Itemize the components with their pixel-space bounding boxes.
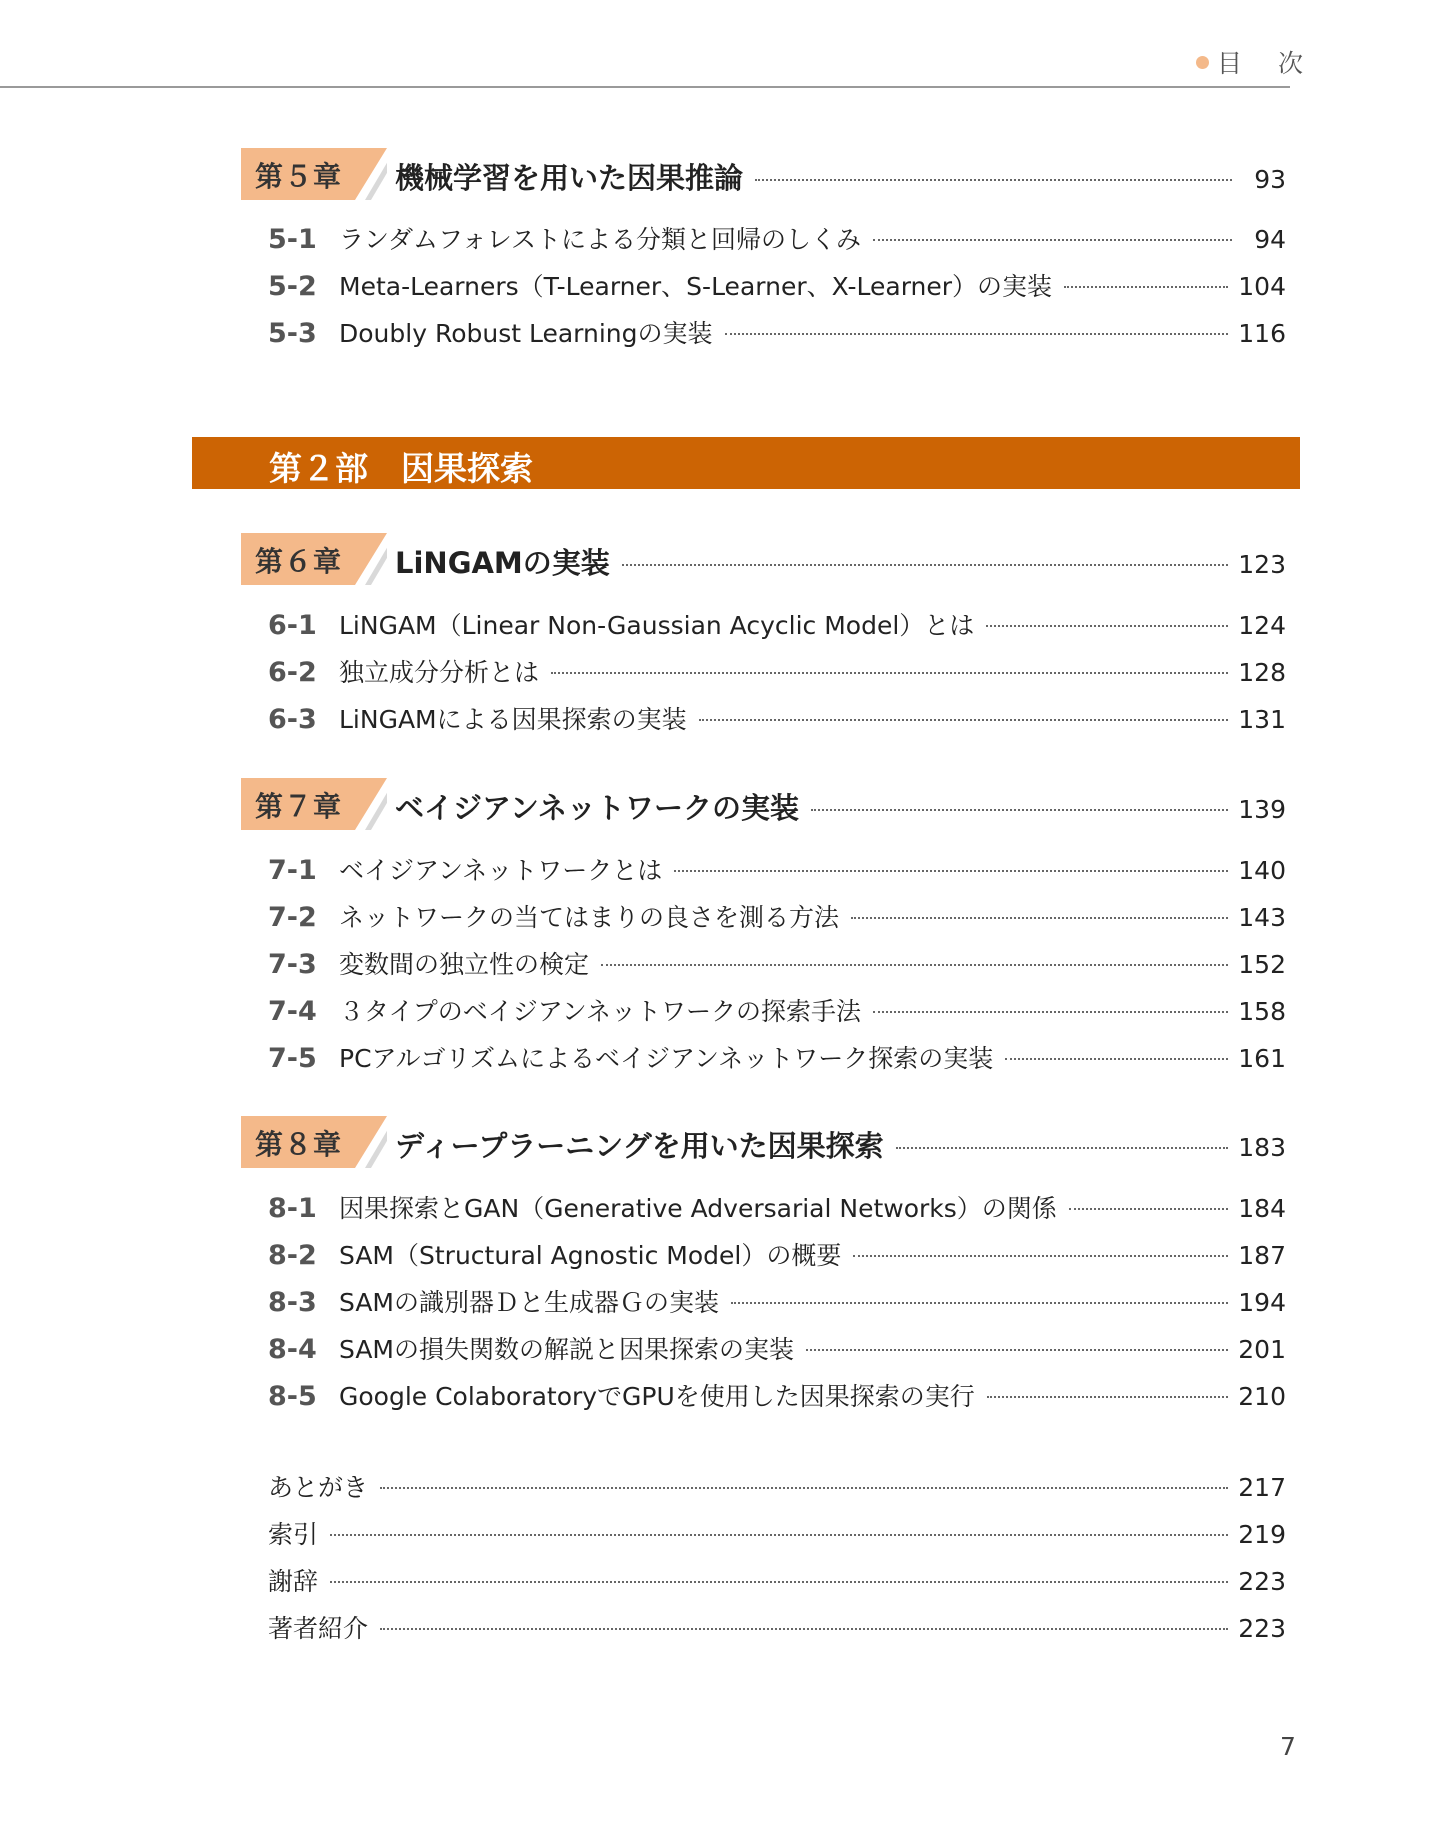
- leader-dots: [380, 1628, 1228, 1630]
- page-number: 223: [1238, 1567, 1286, 1596]
- leader-dots: [811, 809, 1228, 811]
- leader-dots: [851, 917, 1228, 919]
- section-title: PCアルゴリズムによるベイジアンネットワーク探索の実装: [339, 1044, 994, 1073]
- leader-dots: [987, 1396, 1228, 1398]
- toc-entry[interactable]: [268, 1039, 1286, 1077]
- chapter-label: 第８章: [255, 1128, 343, 1161]
- toc-entry[interactable]: [268, 606, 1286, 644]
- page-number: 124: [1238, 611, 1286, 640]
- chapter-label: 第６章: [255, 545, 343, 578]
- section-number: 5-3: [268, 318, 317, 349]
- section-number: 7-1: [268, 855, 317, 886]
- backmatter-title: 著者紹介: [268, 1614, 369, 1643]
- leader-dots: [380, 1487, 1228, 1489]
- section-title: 独立成分分析とは: [339, 658, 540, 687]
- backmatter-title: 索引: [268, 1520, 319, 1549]
- toc-entry[interactable]: [268, 314, 1286, 352]
- part-title: 第２部 因果探索: [269, 449, 533, 488]
- toc-entry[interactable]: [268, 945, 1286, 983]
- page-number: 139: [1238, 795, 1286, 824]
- chapter-tab: [241, 778, 387, 830]
- section-number: 7-4: [268, 996, 317, 1027]
- toc-entry[interactable]: [268, 1377, 1286, 1415]
- toc-entry[interactable]: [268, 220, 1286, 258]
- page-number: 161: [1238, 1044, 1286, 1073]
- section-title: LiNGAM（Linear Non-Gaussian Acyclic Model）とは: [339, 611, 975, 640]
- section-title: ランダムフォレストによる分類と回帰のしくみ: [339, 225, 862, 254]
- toc-entry[interactable]: [268, 1330, 1286, 1368]
- backmatter-title: 謝辞: [268, 1567, 319, 1596]
- chapter-tab: [241, 1116, 387, 1168]
- page-number: 217: [1238, 1473, 1286, 1502]
- section-title: SAMの損失関数の解説と因果探索の実装: [339, 1335, 795, 1364]
- section-number: 7-5: [268, 1043, 317, 1074]
- toc-entry[interactable]: [268, 1189, 1286, 1227]
- chapter-6-heading[interactable]: [241, 533, 1286, 585]
- leader-dots: [873, 1011, 1228, 1013]
- leader-dots: [731, 1302, 1228, 1304]
- chapter-5-heading[interactable]: [241, 148, 1286, 200]
- section-number: 6-3: [268, 704, 317, 735]
- toc-entry[interactable]: [268, 851, 1286, 889]
- chapter-title: 機械学習を用いた因果推論: [395, 161, 744, 195]
- leader-dots: [622, 564, 1228, 566]
- section-title: Doubly Robust Learningの実装: [339, 319, 713, 348]
- section-title: 変数間の独立性の検定: [339, 950, 590, 979]
- toc-entry[interactable]: [268, 653, 1286, 691]
- leader-dots: [853, 1255, 1228, 1257]
- section-number: 6-2: [268, 657, 317, 688]
- page-number: 184: [1238, 1194, 1286, 1223]
- section-number: 7-2: [268, 902, 317, 933]
- section-title: ネットワークの当てはまりの良さを測る方法: [339, 903, 840, 932]
- backmatter-entry[interactable]: [268, 1468, 1286, 1506]
- page-number: 158: [1238, 997, 1286, 1026]
- section-number: 8-5: [268, 1381, 317, 1412]
- leader-dots: [330, 1534, 1228, 1536]
- leader-dots: [674, 870, 1228, 872]
- page-number: 210: [1238, 1382, 1286, 1411]
- section-number: 8-1: [268, 1193, 317, 1224]
- page-number: 123: [1238, 550, 1286, 579]
- section-title: LiNGAMによる因果探索の実装: [339, 705, 687, 734]
- section-number: 6-1: [268, 610, 317, 641]
- toc-entry[interactable]: [268, 992, 1286, 1030]
- chapter-title: ディープラーニングを用いた因果探索: [395, 1129, 884, 1163]
- chapter-title: LiNGAMの実装: [395, 546, 610, 580]
- leader-dots: [551, 672, 1228, 674]
- page-number: 131: [1238, 705, 1286, 734]
- leader-dots: [1005, 1058, 1228, 1060]
- section-number: 7-3: [268, 949, 317, 980]
- section-number: 8-2: [268, 1240, 317, 1271]
- page-number: 152: [1238, 950, 1286, 979]
- section-title: 因果探索とGAN（Generative Adversarial Networks）の関係: [339, 1194, 1057, 1223]
- folio-page-number: 7: [1280, 1732, 1296, 1761]
- backmatter-entry[interactable]: [268, 1562, 1286, 1600]
- chapter-label: 第７章: [255, 790, 343, 823]
- leader-dots: [755, 179, 1232, 181]
- leader-dots: [601, 964, 1228, 966]
- chapter-tab: [241, 533, 387, 585]
- page-number: 104: [1238, 272, 1286, 301]
- section-title: SAM（Structural Agnostic Model）の概要: [339, 1241, 842, 1270]
- page-number: 140: [1238, 856, 1286, 885]
- toc-entry[interactable]: [268, 898, 1286, 936]
- leader-dots: [330, 1581, 1228, 1583]
- page-number: 187: [1238, 1241, 1286, 1270]
- page-number: 219: [1238, 1520, 1286, 1549]
- page-number: 223: [1238, 1614, 1286, 1643]
- leader-dots: [1069, 1208, 1228, 1210]
- section-title: Google ColaboratoryでGPUを使用した因果探索の実行: [339, 1382, 975, 1411]
- leader-dots: [725, 333, 1229, 335]
- leader-dots: [699, 719, 1229, 721]
- bullet-dot-icon: [1196, 56, 1209, 69]
- leader-dots: [1064, 286, 1228, 288]
- running-header: [1196, 44, 1317, 80]
- section-title: ベイジアンネットワークとは: [339, 856, 663, 885]
- header-rule: [0, 86, 1290, 88]
- page-number: 143: [1238, 903, 1286, 932]
- backmatter-entry[interactable]: [268, 1515, 1286, 1553]
- section-number: 5-1: [268, 224, 317, 255]
- chapter-label: 第５章: [255, 160, 343, 193]
- leader-dots: [986, 625, 1228, 627]
- chapter-8-heading[interactable]: [241, 1116, 1286, 1168]
- part-2-banner[interactable]: [192, 437, 1300, 489]
- section-number: 5-2: [268, 271, 317, 302]
- section-title: SAMの識別器Ｄと生成器Ｇの実装: [339, 1288, 720, 1317]
- page-number: 194: [1238, 1288, 1286, 1317]
- page-number: 183: [1238, 1133, 1286, 1162]
- page-number: 201: [1238, 1335, 1286, 1364]
- page-number: 93: [1254, 165, 1286, 194]
- page-number: 116: [1238, 319, 1286, 348]
- header-title: 目 次: [1217, 49, 1317, 78]
- page-number: 128: [1238, 658, 1286, 687]
- leader-dots: [896, 1147, 1229, 1149]
- section-number: 8-4: [268, 1334, 317, 1365]
- backmatter-title: あとがき: [268, 1473, 369, 1502]
- page-number: 94: [1254, 225, 1286, 254]
- toc-entry[interactable]: [268, 1236, 1286, 1274]
- leader-dots: [806, 1349, 1228, 1351]
- leader-dots: [873, 239, 1232, 241]
- chapter-title: ベイジアンネットワークの実装: [395, 791, 799, 825]
- toc-entry[interactable]: [268, 267, 1286, 305]
- toc-entry[interactable]: [268, 1283, 1286, 1321]
- section-title: Meta-Learners（T-Learner、S-Learner、X-Learner）の実装: [339, 272, 1053, 301]
- chapter-7-heading[interactable]: [241, 778, 1286, 830]
- section-title: ３タイプのベイジアンネットワークの探索手法: [339, 997, 862, 1026]
- toc-entry[interactable]: [268, 700, 1286, 738]
- backmatter-entry[interactable]: [268, 1609, 1286, 1647]
- chapter-tab: [241, 148, 387, 200]
- section-number: 8-3: [268, 1287, 317, 1318]
